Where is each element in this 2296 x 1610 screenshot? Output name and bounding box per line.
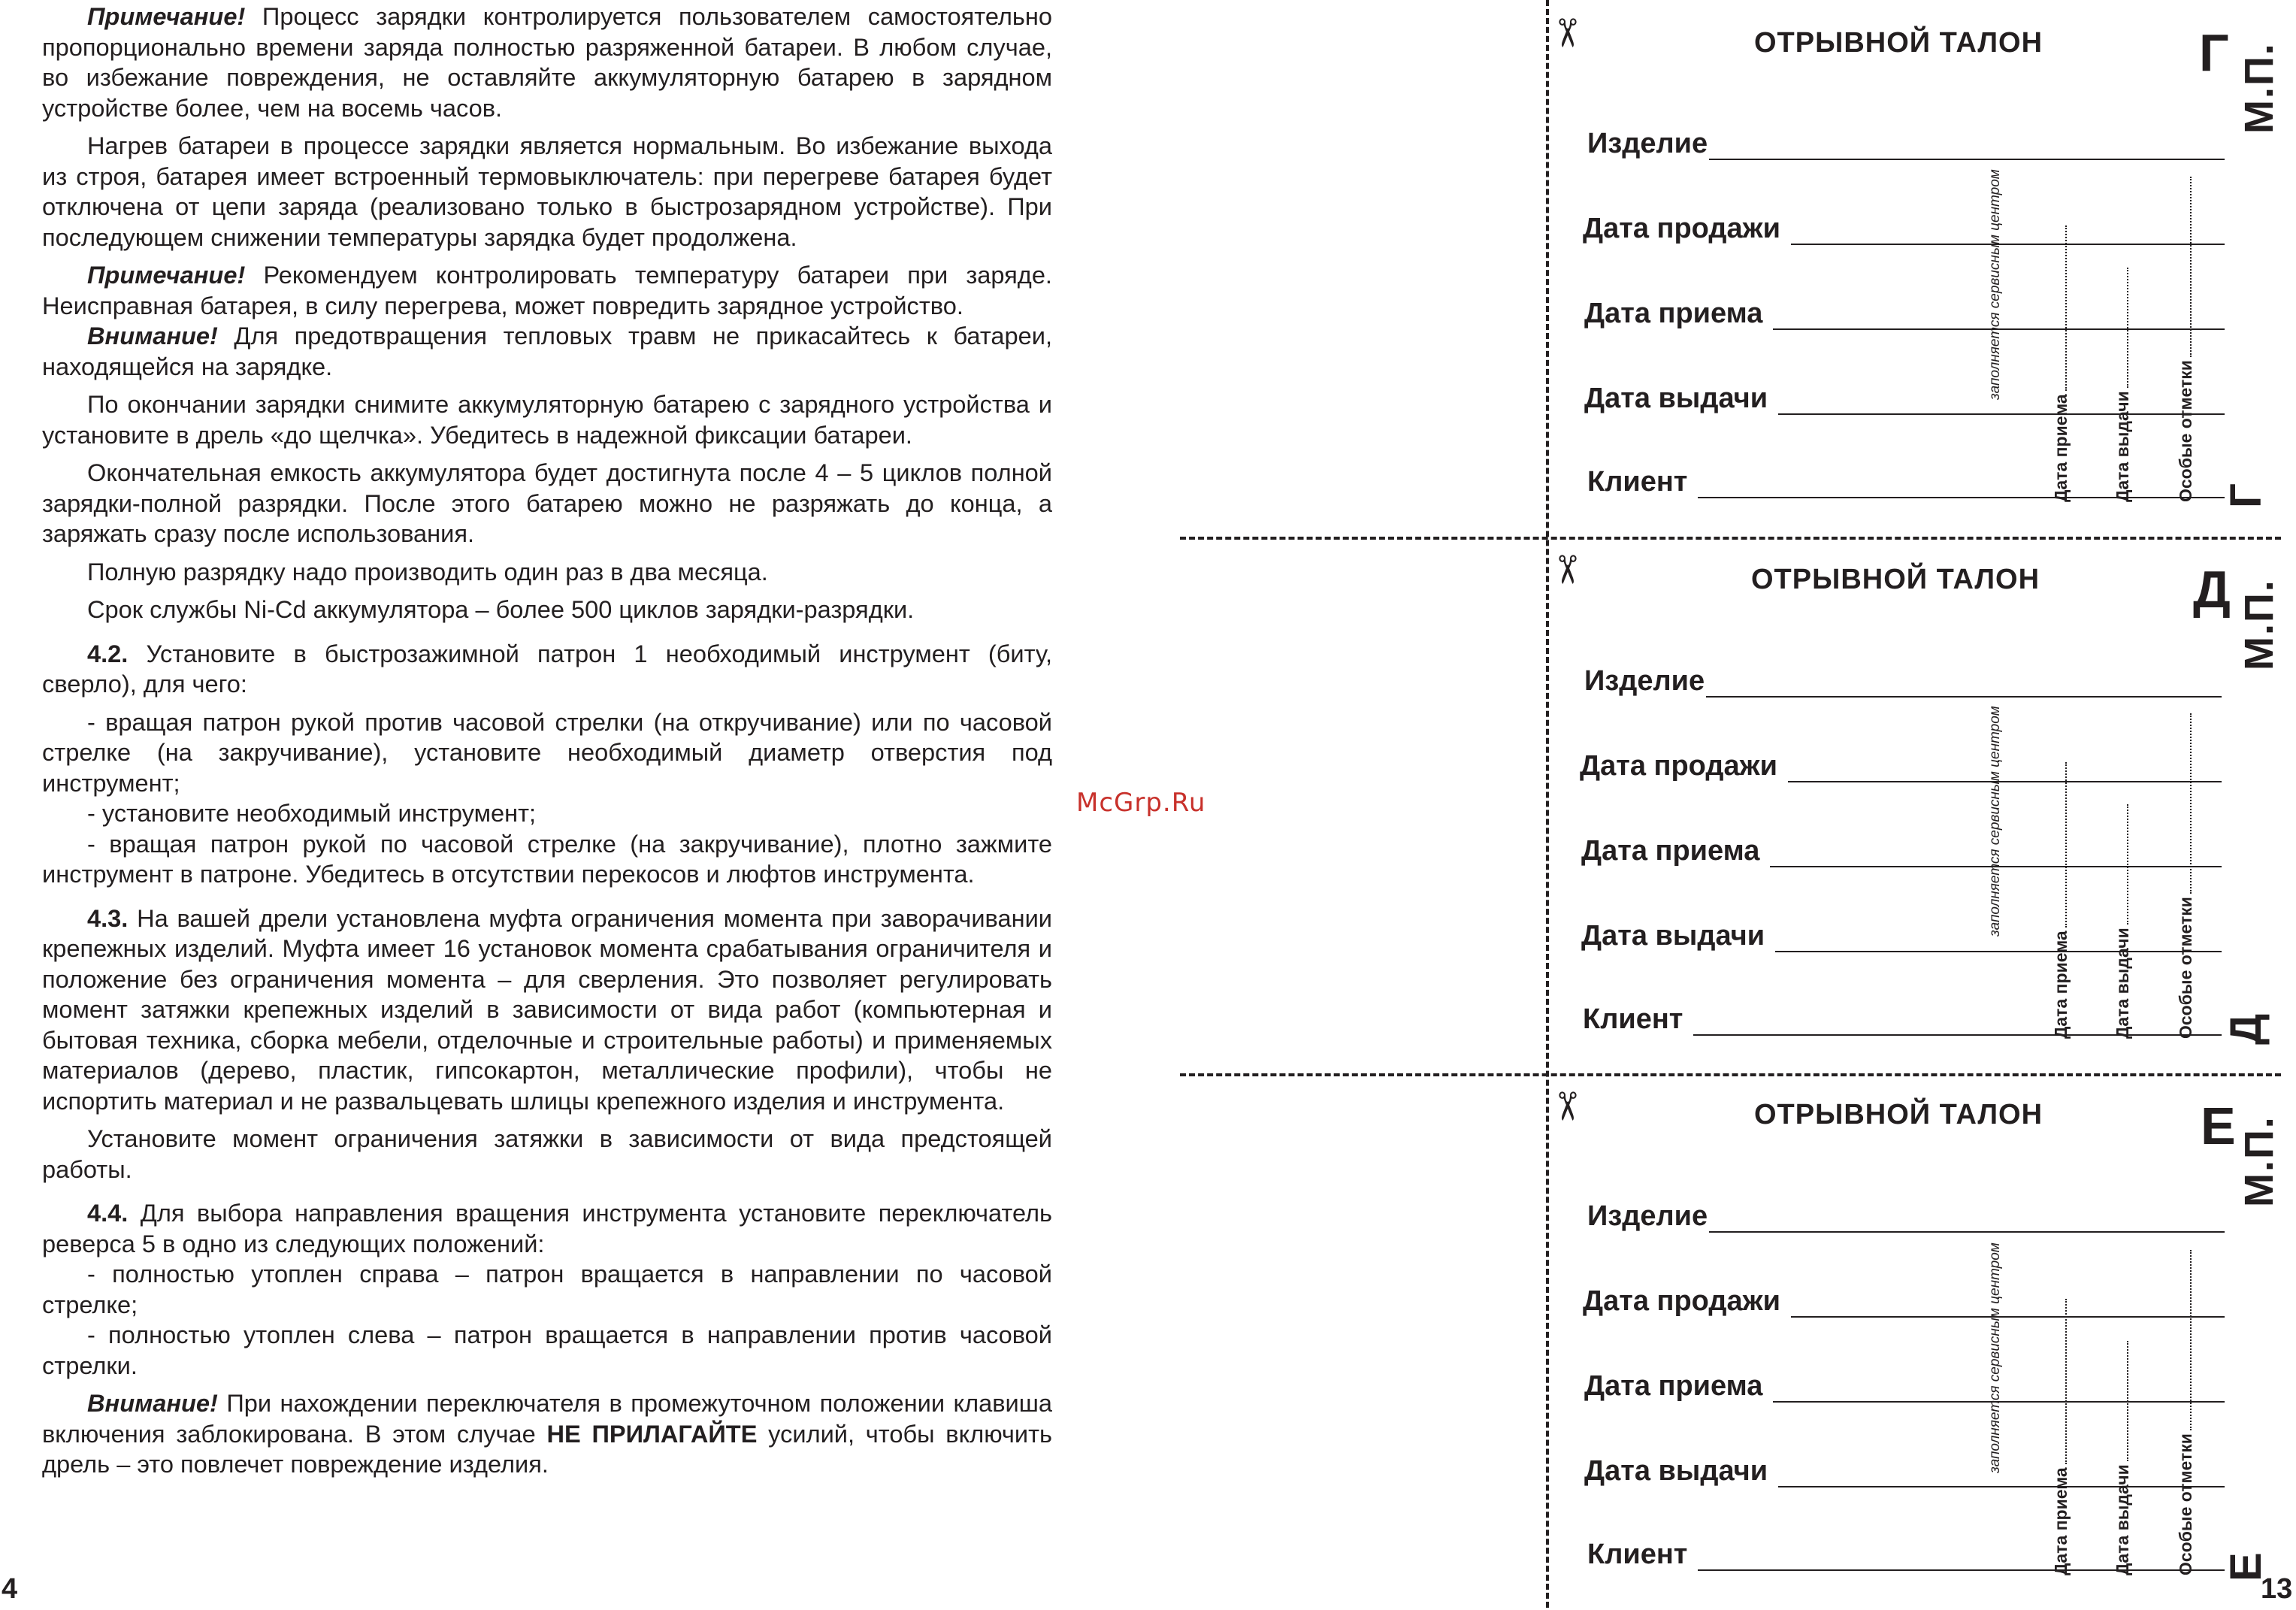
stub-issue-date: Дата выдачи <box>2113 804 2133 1039</box>
field-sale-date-line[interactable] <box>1788 758 2222 782</box>
stub-mp: М.П. <box>2237 579 2282 670</box>
field-issue-date-line[interactable] <box>1775 928 2222 952</box>
field-receipt-date-line[interactable] <box>1773 306 2225 330</box>
section-4-4-item-1: - полностью утоплен справа – патрон вращается в направлении по часовой стрелке; <box>42 1260 1052 1318</box>
talon-letter: Г <box>2199 23 2229 82</box>
coupon-g <box>1172 0 2296 537</box>
field-receipt-date: Дата приема <box>1581 835 2222 867</box>
section-4-3: 4.3. На вашей дрели установлена муфта ограничения момента при заворачивании крепежных изделий. Муфта имеет 16 установок момента срабатывания ограничителя и положение без ограничения момента – для сверления. Это позволяет регулировать момент затяжки крепежных изделий в зависимости от вида работ (компьютерная и бытовая техника, сборка мебели, отделочные и строительные работы) и применяемых материалов (дерево, пластик, гипсокартон, металлические профили), чтобы не испортить материал и не развальцевать шлицы крепежного изделия и инструмента. <box>42 903 1052 1115</box>
talon-letter: Е <box>2201 1097 2236 1155</box>
field-client-line[interactable] <box>1698 474 2225 498</box>
coupon-d <box>1172 537 2296 1073</box>
field-product-line[interactable] <box>1709 136 2225 160</box>
scissors-icon: ✂ <box>1543 17 1589 50</box>
field-client-line[interactable] <box>1698 1547 2225 1571</box>
field-receipt-date: Дата приема <box>1584 298 2225 330</box>
page-number-left: 4 <box>2 1573 18 1605</box>
stub-receipt-date: Дата приема <box>2051 762 2071 1039</box>
field-receipt-date-line[interactable] <box>1773 1378 2225 1403</box>
stub-letter: Г <box>2222 483 2270 508</box>
stub-service-note: заполняется сервисным центром <box>1987 169 2003 400</box>
stub-special-notes: Особые отметки <box>2176 713 2196 1039</box>
paragraph-warning-1: Внимание! Для предотвращения тепловых травм не прикасайтесь к батареи, находящейся на зарядке. <box>42 322 1052 380</box>
section-4-2-item-3: - вращая патрон рукой по часовой стрелке (на закручивание), плотно зажмите инструмент в патроне. Убедитесь в отсутствии перекосов и люфтов инструмента. <box>42 829 1052 888</box>
stub-receipt-date: Дата приема <box>2051 1299 2071 1575</box>
field-client: Клиент <box>1587 466 2225 498</box>
section-4-4-warning: Внимание! При нахождении переключателя в промежуточном положении клавиша включения заблокирована. В этом случае НЕ ПРИЛАГАЙТЕ усилий, чтобы включить дрель – это повлечет повреждение изделия. <box>42 1389 1052 1478</box>
field-product-line[interactable] <box>1706 673 2222 698</box>
stub-special-notes: Особые отметки <box>2176 1250 2196 1575</box>
scissors-icon: ✂ <box>1543 1090 1589 1123</box>
paragraph-remove-battery: По окончании зарядки снимите аккумуляторную батарею с зарядного устройства и установите в дрель «до щелчка». Убедитесь в надежной фиксации батареи. <box>42 390 1052 449</box>
stub-receipt-date: Дата приема <box>2051 225 2071 502</box>
scissors-icon: ✂ <box>1543 553 1589 586</box>
stub-mp: М.П. <box>2237 42 2282 134</box>
field-issue-date: Дата выдачи <box>1584 383 2225 415</box>
field-client: Клиент <box>1583 1003 2222 1036</box>
paragraph-note-1: Примечание! Процесс зарядки контролируется пользователем самостоятельно пропорционально времени заряда полностью разряженной батареи. В любом случае, во избежание повреждения, не оставляйте аккумуляторную батарею в зарядном устройстве более, чем на восемь часов. <box>42 2 1052 122</box>
stub-letter: Е <box>2222 1552 2270 1581</box>
talon-letter: Д <box>2193 560 2231 619</box>
stub-service-note: заполняется сервисным центром <box>1987 706 2003 937</box>
talon-title: ОТРЫВНОЙ ТАЛОН <box>1754 27 2043 59</box>
field-sale-date: Дата продажи <box>1583 213 2225 245</box>
paragraph-discharge: Полную разрядку надо производить один раз в два месяца. <box>87 557 768 586</box>
field-receipt-date-line[interactable] <box>1770 843 2222 867</box>
left-page <box>0 0 1067 1608</box>
field-issue-date-line[interactable] <box>1778 1463 2225 1487</box>
field-sale-date-line[interactable] <box>1791 221 2225 245</box>
paragraph-capacity: Окончательная емкость аккумулятора будет достигнута после 4 – 5 циклов полной зарядки-полной разрядки. После этого батарею можно не разряжать до конца, а заряжать сразу после использования. <box>42 458 1052 547</box>
paragraph-heating: Нагрев батареи в процессе зарядки является нормальным. Во избежание выхода из строя, батарея имеет встроенный термовыключатель: при перегреве батарея будет отключена от цепи заряда (реализовано только в быстрозарядном устройстве). При последующем снижении температуры зарядка будет продолжена. <box>42 132 1052 251</box>
watermark: McGrp.Ru <box>1076 788 1206 818</box>
field-client-line[interactable] <box>1693 1012 2222 1036</box>
section-4-2: 4.2. Установите в быстрозажимной патрон 1 необходимый инструмент (биту, сверло), для чего: <box>42 639 1052 698</box>
field-issue-date: Дата выдачи <box>1584 1455 2225 1487</box>
paragraph-lifetime: Срок службы Ni-Cd аккумулятора – более 500 циклов зарядки-разрядки. <box>87 595 915 623</box>
field-client: Клиент <box>1587 1539 2225 1571</box>
field-sale-date: Дата продажи <box>1583 1285 2225 1318</box>
field-issue-date-line[interactable] <box>1778 391 2225 415</box>
field-product-line[interactable] <box>1709 1209 2225 1233</box>
stub-mp: М.П. <box>2237 1115 2282 1207</box>
stub-letter: Д <box>2222 1013 2270 1045</box>
talon-title: ОТРЫВНОЙ ТАЛОН <box>1754 1099 2043 1130</box>
page-number-right: 13 <box>2261 1573 2293 1605</box>
field-issue-date: Дата выдачи <box>1581 920 2222 952</box>
stub-special-notes: Особые отметки <box>2176 177 2196 502</box>
coupon-e <box>1172 1073 2296 1610</box>
section-4-4-item-2: - полностью утоплен слева – патрон вращается в направлении против часовой стрелки. <box>42 1321 1052 1379</box>
stub-issue-date: Дата выдачи <box>2113 1341 2133 1575</box>
field-product: Изделие <box>1584 665 2222 698</box>
field-product: Изделие <box>1587 1200 2225 1233</box>
field-sale-date: Дата продажи <box>1580 750 2222 782</box>
field-product: Изделие <box>1587 128 2225 160</box>
instruction-text <box>42 2 1052 1480</box>
talon-title: ОТРЫВНОЙ ТАЛОН <box>1751 564 2040 595</box>
field-receipt-date: Дата приема <box>1584 1370 2225 1403</box>
stub-service-note: заполняется сервисным центром <box>1987 1242 2003 1473</box>
section-4-2-item-1: - вращая патрон рукой против часовой стрелки (на откручивание) или по часовой стрелке (на закручивание), установите необходимый диаметр отверстия под инструмент; <box>42 707 1052 797</box>
paragraph-note-2: Примечание! Рекомендуем контролировать температуру батареи при заряде. Неисправная батарея, в силу перегрева, может повредить зарядное устройство. <box>42 261 1052 319</box>
section-4-2-item-2: - установите необходимый инструмент; <box>87 799 537 827</box>
section-4-4: 4.4. Для выбора направления вращения инструмента установите переключатель реверса 5 в одно из следующих положений: <box>42 1199 1052 1257</box>
stub-issue-date: Дата выдачи <box>2113 268 2133 502</box>
field-sale-date-line[interactable] <box>1791 1294 2225 1318</box>
section-4-3-extra: Установите момент ограничения затяжки в зависимости от вида предстоящей работы. <box>42 1124 1052 1183</box>
